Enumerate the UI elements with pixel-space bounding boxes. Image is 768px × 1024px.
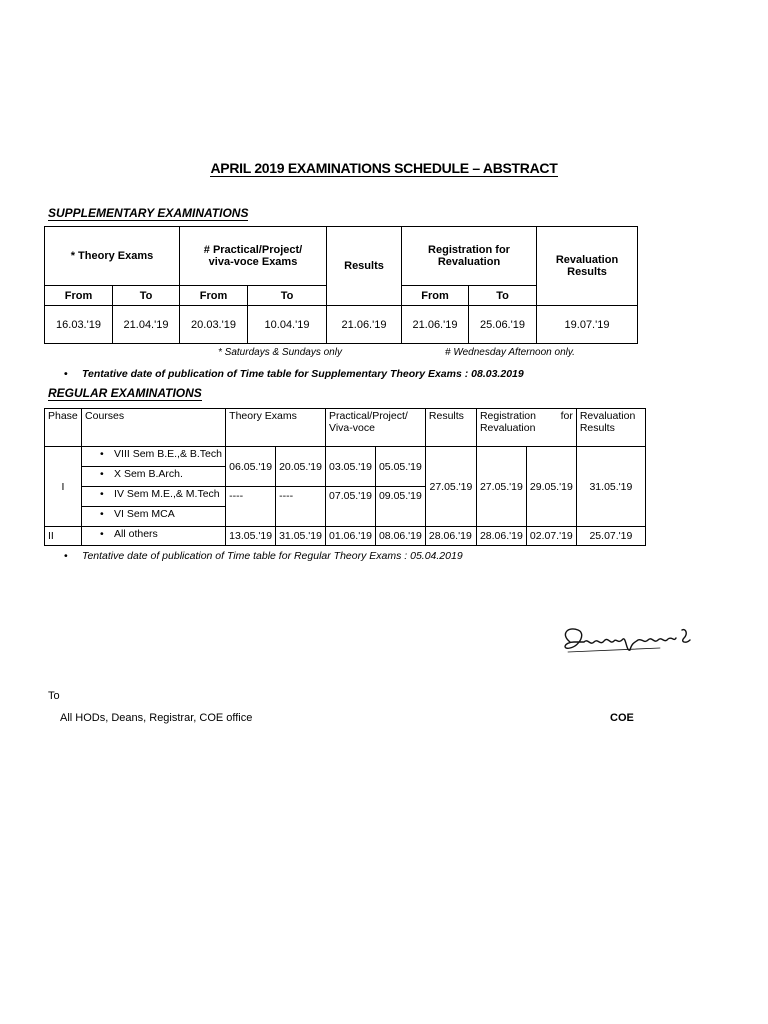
theory-exams-header: Theory Exams	[226, 409, 326, 447]
phase-1-label: I	[45, 447, 82, 527]
supplementary-schedule-table	[44, 226, 638, 344]
phase-2-label: II	[45, 527, 82, 546]
registration-to-cell: 25.06.'19	[469, 306, 537, 344]
theory-from-cell: ----	[226, 487, 276, 527]
revaluation-results-cell: 19.07.'19	[537, 306, 638, 344]
results-cell: 27.05.'19	[425, 447, 476, 527]
results-header: Results	[425, 409, 476, 447]
course-item: • All others	[82, 527, 226, 546]
practical-to-cell: 10.04.'19	[248, 306, 327, 344]
practical-header: Practical/Project/ Viva-voce	[326, 409, 426, 447]
course-item: • IV Sem M.E.,& M.Tech	[82, 487, 226, 507]
theory-from-cell: 06.05.'19	[226, 447, 276, 487]
registration-from-cell: 27.05.'19	[476, 447, 526, 527]
supplementary-heading: SUPPLEMENTARY EXAMINATIONS	[48, 206, 249, 220]
course-item: • VI Sem MCA	[82, 507, 226, 527]
theory-to-cell: ----	[276, 487, 326, 527]
revaluation-results-cell: 25.07.'19	[576, 527, 645, 546]
document-title: APRIL 2019 EXAMINATIONS SCHEDULE – ABSTRACT	[210, 160, 558, 176]
registration-to-cell: 29.05.'19	[526, 447, 576, 527]
practical-from-cell: 03.05.'19	[326, 447, 376, 487]
registration-to-cell: 02.07.'19	[526, 527, 576, 546]
theory-from-header: From	[45, 286, 113, 306]
theory-from-cell: 13.05.'19	[226, 527, 276, 546]
regular-heading: REGULAR EXAMINATIONS	[48, 386, 202, 400]
practical-from-cell: 07.05.'19	[326, 487, 376, 527]
practical-to-cell: 08.06.'19	[375, 527, 425, 546]
recipients-line: All HODs, Deans, Registrar, COE office	[60, 712, 253, 724]
theory-exams-header: * Theory Exams	[45, 227, 180, 286]
coe-designation: COE	[610, 712, 634, 724]
course-item: • X Sem B.Arch.	[82, 467, 226, 487]
results-cell: 28.06.'19	[425, 527, 476, 546]
practical-to-cell: 05.05.'19	[375, 447, 425, 487]
theory-to-header: To	[113, 286, 180, 306]
phase-header: Phase	[45, 409, 82, 447]
theory-to-cell: 20.05.'19	[276, 447, 326, 487]
revaluation-results-header: Revaluation Results	[537, 227, 638, 306]
courses-header: Courses	[82, 409, 226, 447]
course-item: • VIII Sem B.E.,& B.Tech	[82, 447, 226, 467]
registration-header: Registration for Revaluation	[476, 409, 576, 447]
revaluation-results-cell: 31.05.'19	[576, 447, 645, 527]
saturday-sunday-note: * Saturdays & Sundays only	[218, 347, 342, 358]
supplementary-tentative-note: • Tentative date of publication of Time table for Supplementary Theory Exams : 08.03.2019	[64, 368, 524, 380]
regular-tentative-note: • Tentative date of publication of Time table for Regular Theory Exams : 05.04.2019	[64, 550, 463, 562]
practical-to-header: To	[248, 286, 327, 306]
results-header: Results	[327, 227, 402, 306]
registration-to-header: To	[469, 286, 537, 306]
practical-to-cell: 09.05.'19	[375, 487, 425, 527]
wednesday-afternoon-note: # Wednesday Afternoon only.	[445, 347, 575, 358]
practical-from-cell: 01.06.'19	[326, 527, 376, 546]
practical-from-header: From	[180, 286, 248, 306]
registration-from-cell: 28.06.'19	[476, 527, 526, 546]
revaluation-results-header: Revaluation Results	[576, 409, 645, 447]
coe-signature	[540, 612, 700, 667]
practical-exams-header: # Practical/Project/ viva-voce Exams	[180, 227, 327, 286]
theory-from-cell: 16.03.'19	[45, 306, 113, 344]
registration-from-header: From	[402, 286, 469, 306]
results-cell: 21.06.'19	[327, 306, 402, 344]
practical-from-cell: 20.03.'19	[180, 306, 248, 344]
theory-to-cell: 31.05.'19	[276, 527, 326, 546]
registration-header: Registration for Revaluation	[402, 227, 537, 286]
registration-from-cell: 21.06.'19	[402, 306, 469, 344]
regular-schedule-table	[44, 408, 646, 546]
to-label: To	[48, 690, 60, 702]
theory-to-cell: 21.04.'19	[113, 306, 180, 344]
